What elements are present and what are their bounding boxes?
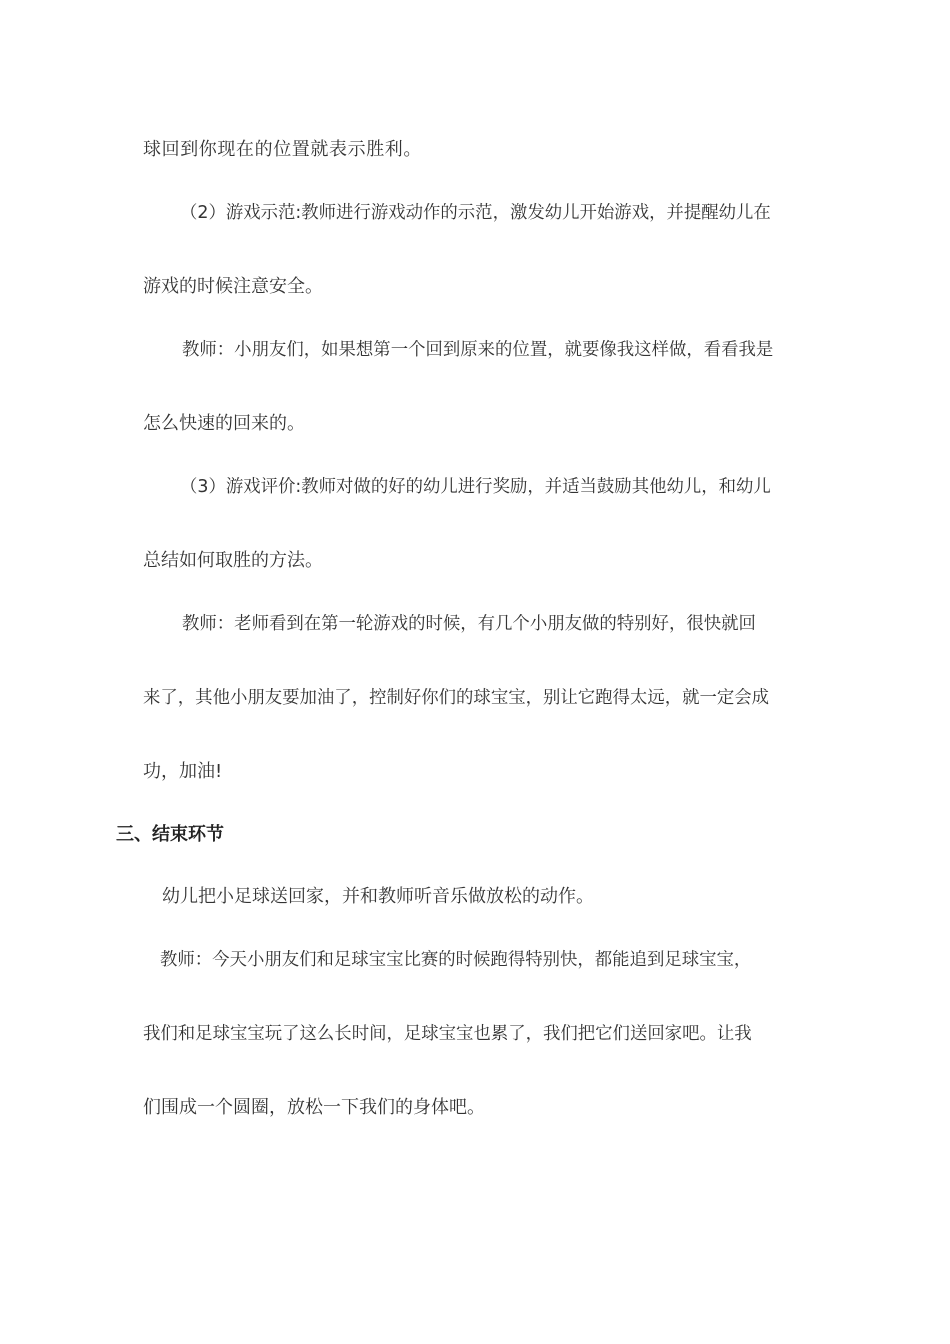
paragraph-line: 来了，其他小朋友要加油了，控制好你们的球宝宝，别让它跑得太远，就一定会成 bbox=[143, 688, 770, 708]
paragraph-line: 怎么快速的回来的。 bbox=[143, 413, 305, 434]
paragraph-line: 教师：老师看到在第一轮游戏的时候，有几个小朋友做的特别好，很快就回 bbox=[182, 614, 756, 634]
paragraph-line: 教师：今天小朋友们和足球宝宝比赛的时候跑得特别快，都能追到足球宝宝， bbox=[160, 950, 752, 970]
paragraph-line: 功，加油! bbox=[143, 761, 223, 782]
paragraph-line: 我们和足球宝宝玩了这么长时间，足球宝宝也累了，我们把它们送回家吧。让我 bbox=[143, 1024, 752, 1044]
paragraph-line: 们围成一个圆圈，放松一下我们的身体吧。 bbox=[143, 1097, 485, 1118]
paragraph-line: 教师：小朋友们，如果想第一个回到原来的位置，就要像我这样做，看看我是 bbox=[182, 340, 774, 360]
paragraph-line: 游戏的时候注意安全。 bbox=[143, 276, 323, 297]
paragraph-line: （3）游戏评价:教师对做的好的幼儿进行奖励，并适当鼓励其他幼儿，和幼儿 bbox=[180, 477, 771, 497]
paragraph-line: 球回到你现在的位置就表示胜利。 bbox=[143, 139, 422, 160]
paragraph-line: （2）游戏示范:教师进行游戏动作的示范，激发幼儿开始游戏，并提醒幼儿在 bbox=[180, 203, 771, 223]
paragraph-line: 总结如何取胜的方法。 bbox=[143, 550, 323, 571]
section-heading: 三、结束环节 bbox=[116, 824, 224, 845]
paragraph-line: 幼儿把小足球送回家，并和教师听音乐做放松的动作。 bbox=[162, 886, 594, 907]
